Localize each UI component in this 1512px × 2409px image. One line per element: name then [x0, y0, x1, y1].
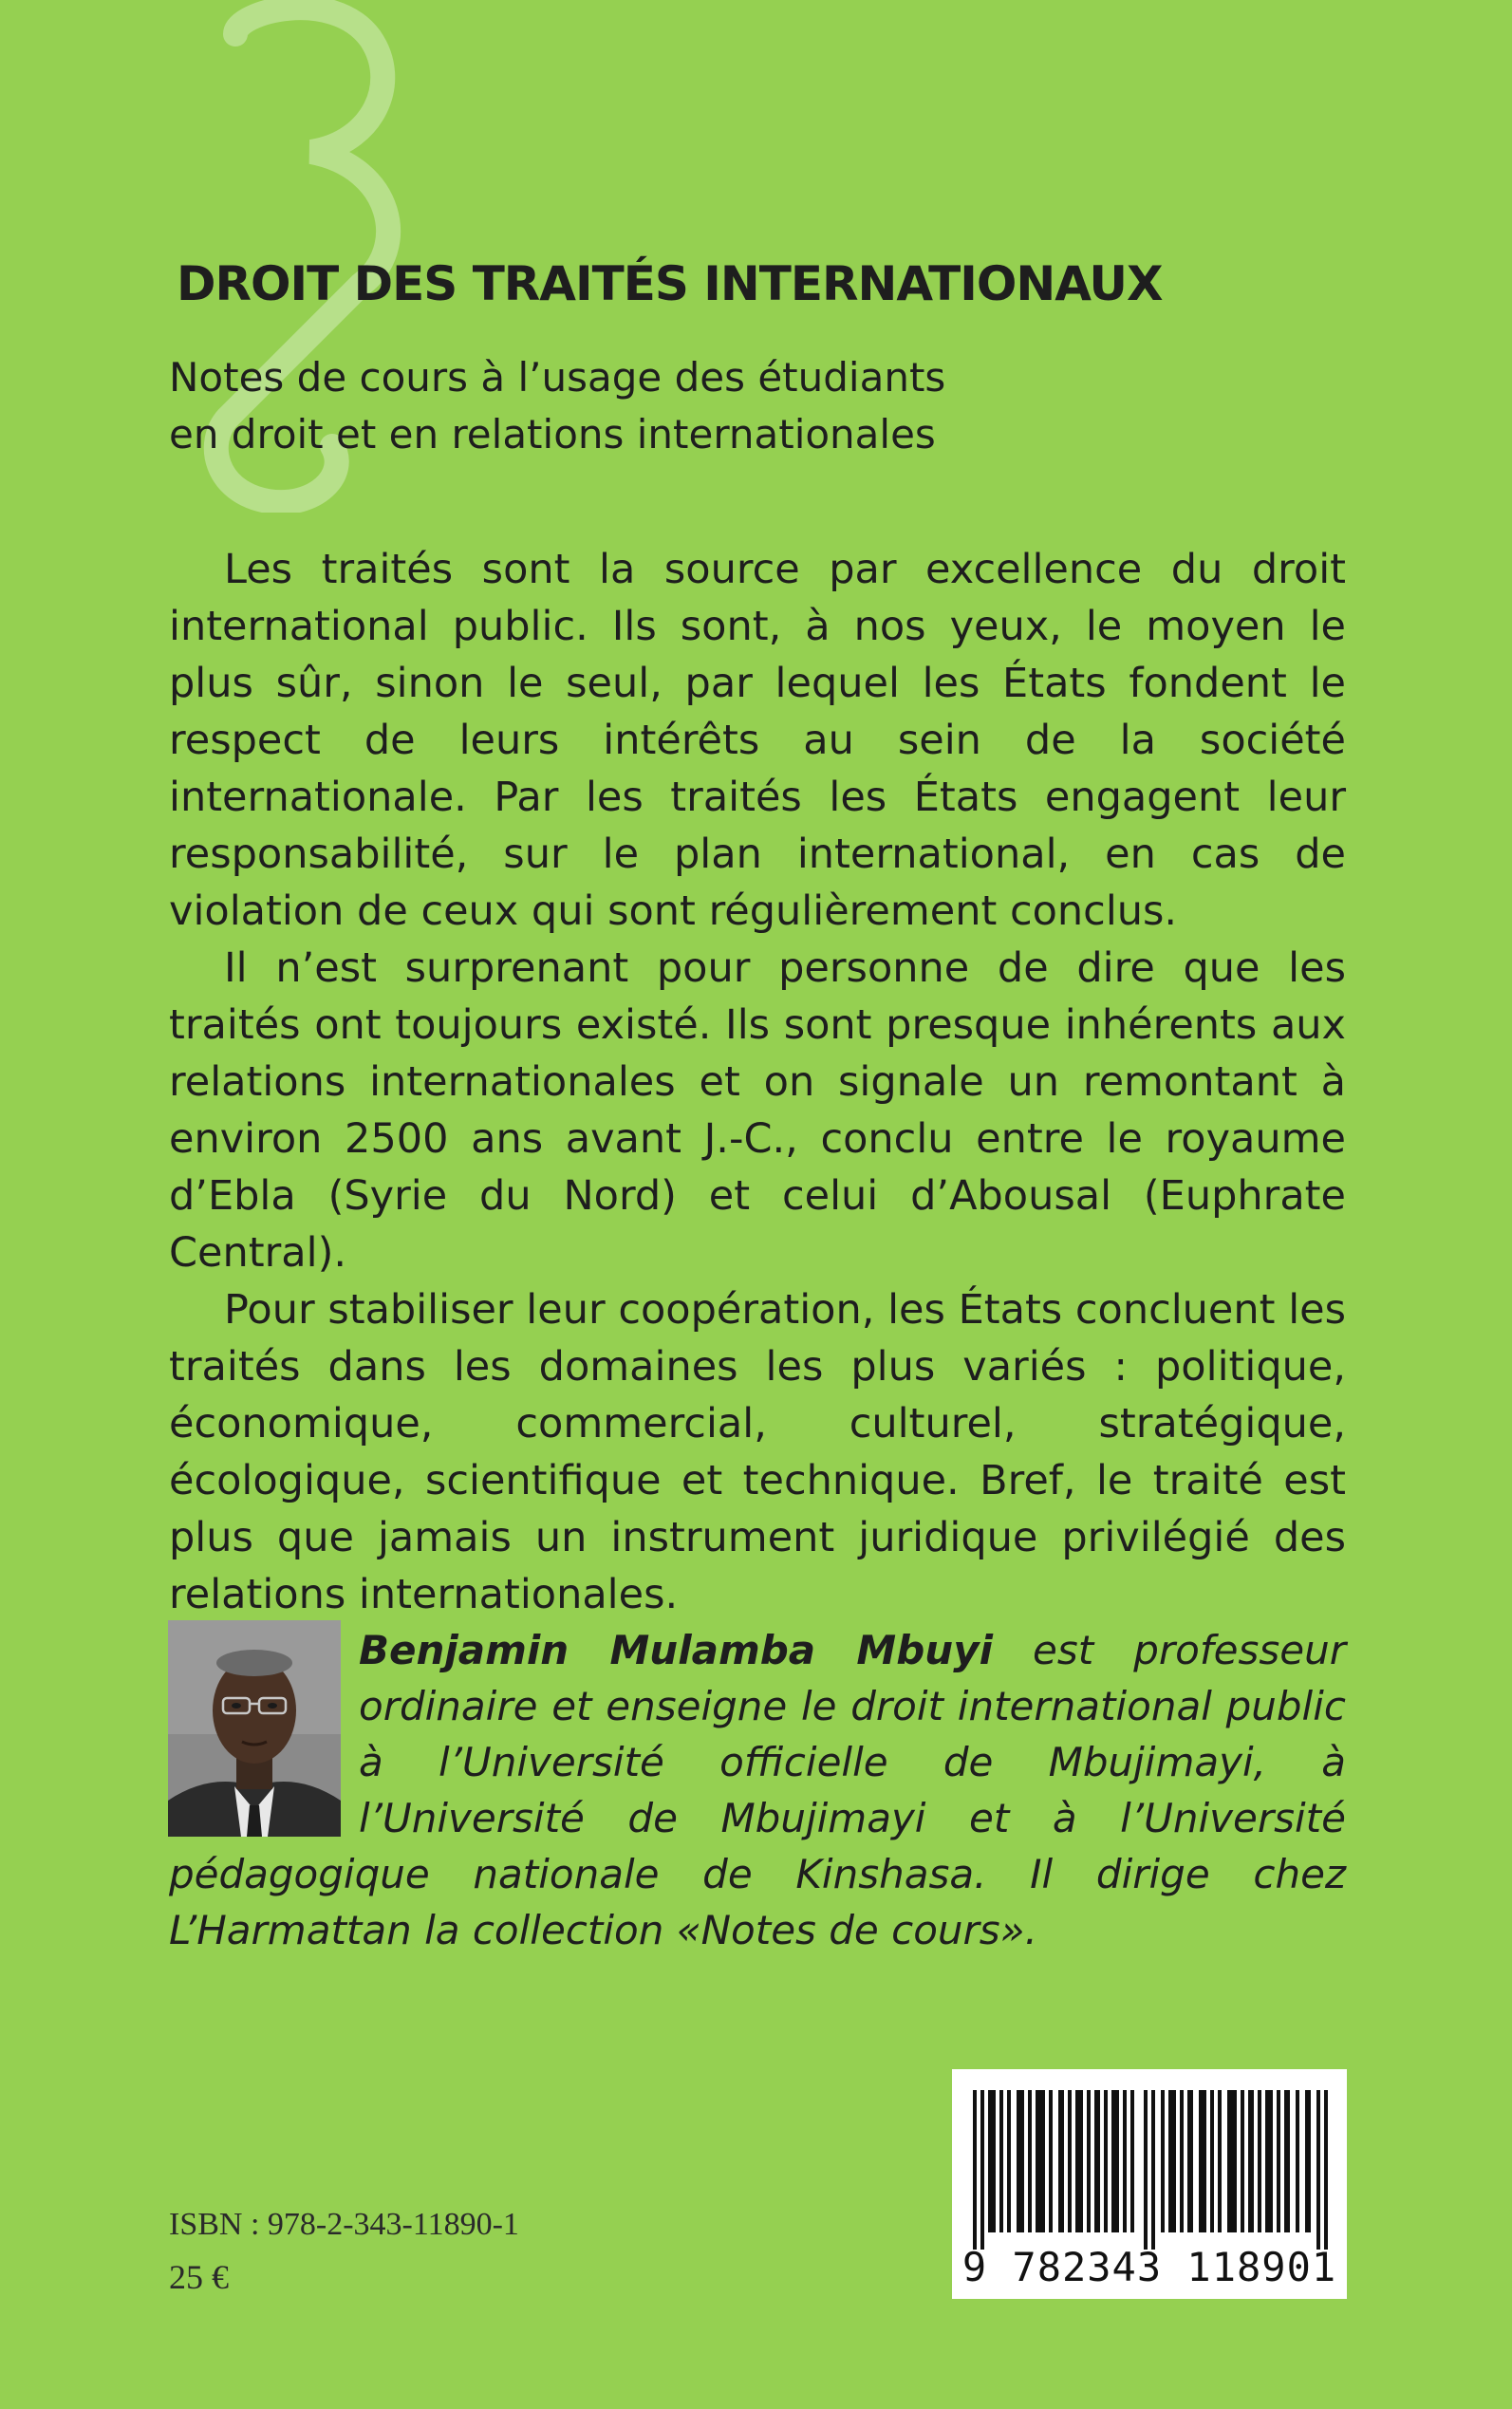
subtitle-line-2: en droit et en relations internationales [169, 411, 936, 458]
author-name: Benjamin Mulamba Mbuyi [359, 1627, 993, 1673]
summary-paragraph: Il n’est surprenant pour personne de dire que les traités ont toujours existé. Ils sont presque inhérents aux relations internationales et on signale un remontant à environ 2500 ans avant J.-C., conclu entre le royaume d’Ebla (Syrie du Nord) et celui d’Abousal (Euphrate Central). [169, 944, 1346, 1277]
barcode-bars [973, 2090, 1328, 2250]
summary-paragraph: Pour stabiliser leur coopération, les États concluent les traités dans les domaines les plus variés : politique, économique, commercial, culturel, stratégique, écologique, scientifique et technique. Bref, le traité est plus que jamais un instrument juridique privilégié des relations internationales. [169, 1286, 1346, 1618]
barcode [952, 2069, 1347, 2299]
summary-paragraph: Les traités sont la source par excellence du droit international public. Ils sont, à nos yeux, le moyen le plus sûr, sinon le seul, par lequel les États fondent le respect de leurs intérêts au sein de la société internationale. Par les traités les États engagent leur responsabilité, sur le plan international, en cas de violation de ceux qui sont régulièrement conclus. [169, 546, 1346, 935]
author-bio [169, 1622, 1346, 1958]
book-subtitle [169, 349, 1346, 463]
subtitle-line-1: Notes de cours à l’usage des étudiants [169, 354, 946, 401]
barcode-digits: 9 782343 118901 [961, 2244, 1337, 2290]
price: 25 € [169, 2258, 229, 2296]
author-bio-text: est professeur ordinaire et enseigne le droit international public à l’Université officielle de Mbujimayi, à l’Université de Mbujimayi et à l’Université pédagogique nationale de Kinshasa. Il dirige chez L’Harmattan la collection «Notes de cours». [169, 1627, 1346, 1953]
author-photo [168, 1620, 341, 1837]
summary-text [169, 541, 1346, 1623]
isbn: ISBN : 978-2-343-11890-1 [169, 2207, 519, 2242]
book-title: DROIT DES TRAITÉS INTERNATIONAUX [177, 256, 1163, 311]
